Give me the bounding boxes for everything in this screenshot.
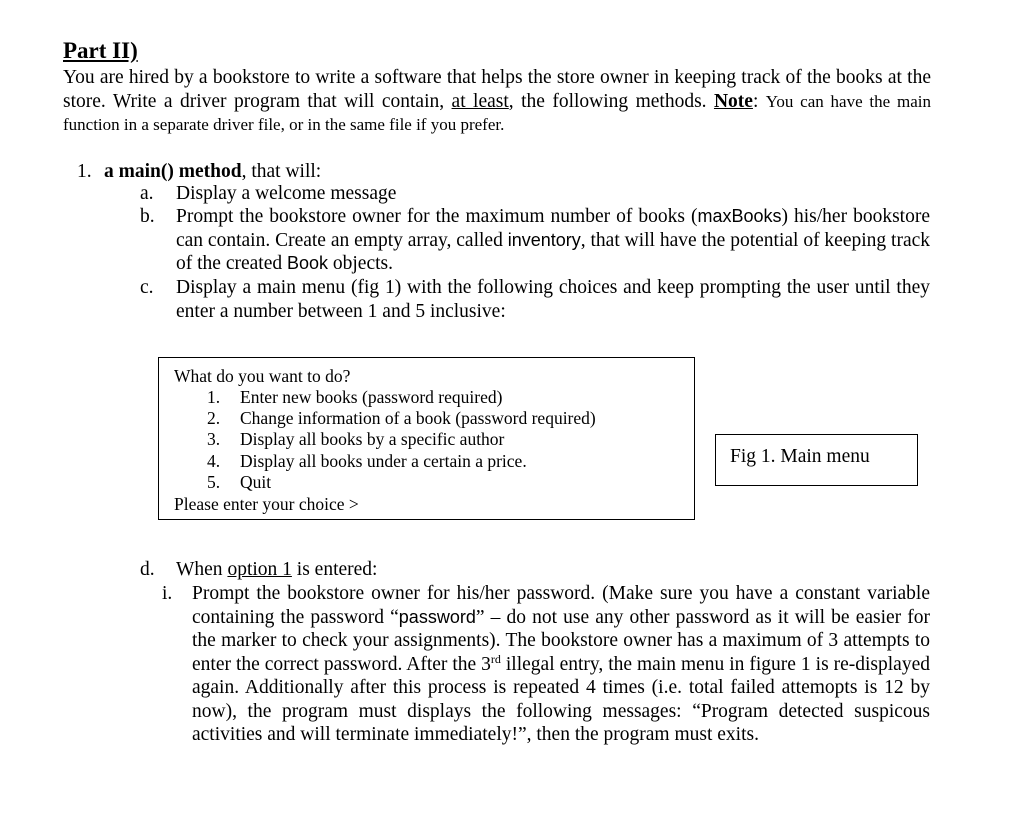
menu-option-number: 1. [207,387,221,407]
menu-option-number: 5. [207,472,221,492]
intro-paragraph [63,66,931,137]
note-text: You can have the main function in a separate driver file, or in the same file if you prefer. [63,91,931,134]
menu-option-text: Quit [240,472,272,492]
item-number: 1. [77,161,92,182]
subitem-i-text-3: illegal entry, the main menu in figure 1 is re-displayed again. Additionally after this process is repeated 4 times (i.e. total failed attemopts is 12 by now), the program must displays the following messages: “Program detected suspicous activities and will terminate immediately!”, then the program must exits. [192,653,930,745]
menu-option-text: Display all books under a certain a price. [240,451,527,471]
item-heading-rest: , that will: [241,161,322,182]
code-password: password [398,606,476,627]
figure-caption-box [715,434,918,486]
menu-option-number: 2. [207,408,221,428]
main-menu-box [158,357,695,520]
intro-text-2: , the following methods. [508,90,714,112]
subitem-d-text-1: When [176,559,228,580]
item-heading [104,160,321,184]
subitem-c-label: c. [140,277,154,298]
subitem-b-label: b. [140,206,155,227]
figure-caption: Fig 1. Main menu [730,446,870,467]
subitem-b-text-3: , that will have the potential of keeping track of the created [176,229,931,274]
note-colon: : [752,90,766,112]
subitem-c-text: Display a main menu (fig 1) with the following choices and keep prompting the user until they enter a number between 1 and 5 inclusive: [176,277,930,322]
subitem-b-text-2: ) his/her bookstore can contain. Create an empty array, called [176,206,930,251]
section-heading: Part II) [63,38,138,63]
menu-question: What do you want to do? [174,366,351,386]
at-least-underlined: at least [451,90,509,112]
code-inventory: inventory [507,229,581,250]
subitem-d-text [176,558,377,582]
subitem-d-label: d. [140,559,155,580]
menu-option-text: Display all books by a specific author [240,429,505,449]
ordinal-superscript: rd [490,651,501,666]
subitem-a-text: Display a welcome message [176,183,397,204]
subitem-i-text [192,582,930,747]
subitem-a-label: a. [140,183,154,204]
subitem-i-text-1: Prompt the bookstore owner for his/her password. (Make sure you have a constant variable containing the password “ [192,583,930,628]
code-maxbooks: maxBooks [697,206,782,226]
subitem-b-text-4: objects. [328,253,393,274]
intro-text-1: You are hired by a bookstore to write a software that helps the store owner in keeping track of the books at the store. Write a driver program that will contain, [63,67,931,112]
subitem-b-text-1: Prompt the bookstore owner for the maximum number of books ( [176,206,698,227]
menu-option-number: 4. [207,451,221,471]
option-1-underlined: option 1 [227,559,292,580]
note-label: Note [713,90,753,112]
menu-prompt: Please enter your choice > [174,494,359,514]
subitem-b-text [176,205,930,276]
subitem-d-text-2: is entered: [291,559,378,580]
subitem-i-text-2: ” – do not use any other password as it will be easier for the marker to check your assignments). The bookstore owner has a maximum of 3 attempts to enter the correct password. After the 3 [192,606,931,675]
code-book: Book [286,253,329,273]
subitem-i-label: i. [162,583,173,604]
menu-option-text: Enter new books (password required) [240,387,503,407]
item-heading-bold: a main() method [104,161,242,182]
menu-option-text: Change information of a book (password required) [240,408,596,428]
menu-option-number: 3. [207,429,221,449]
